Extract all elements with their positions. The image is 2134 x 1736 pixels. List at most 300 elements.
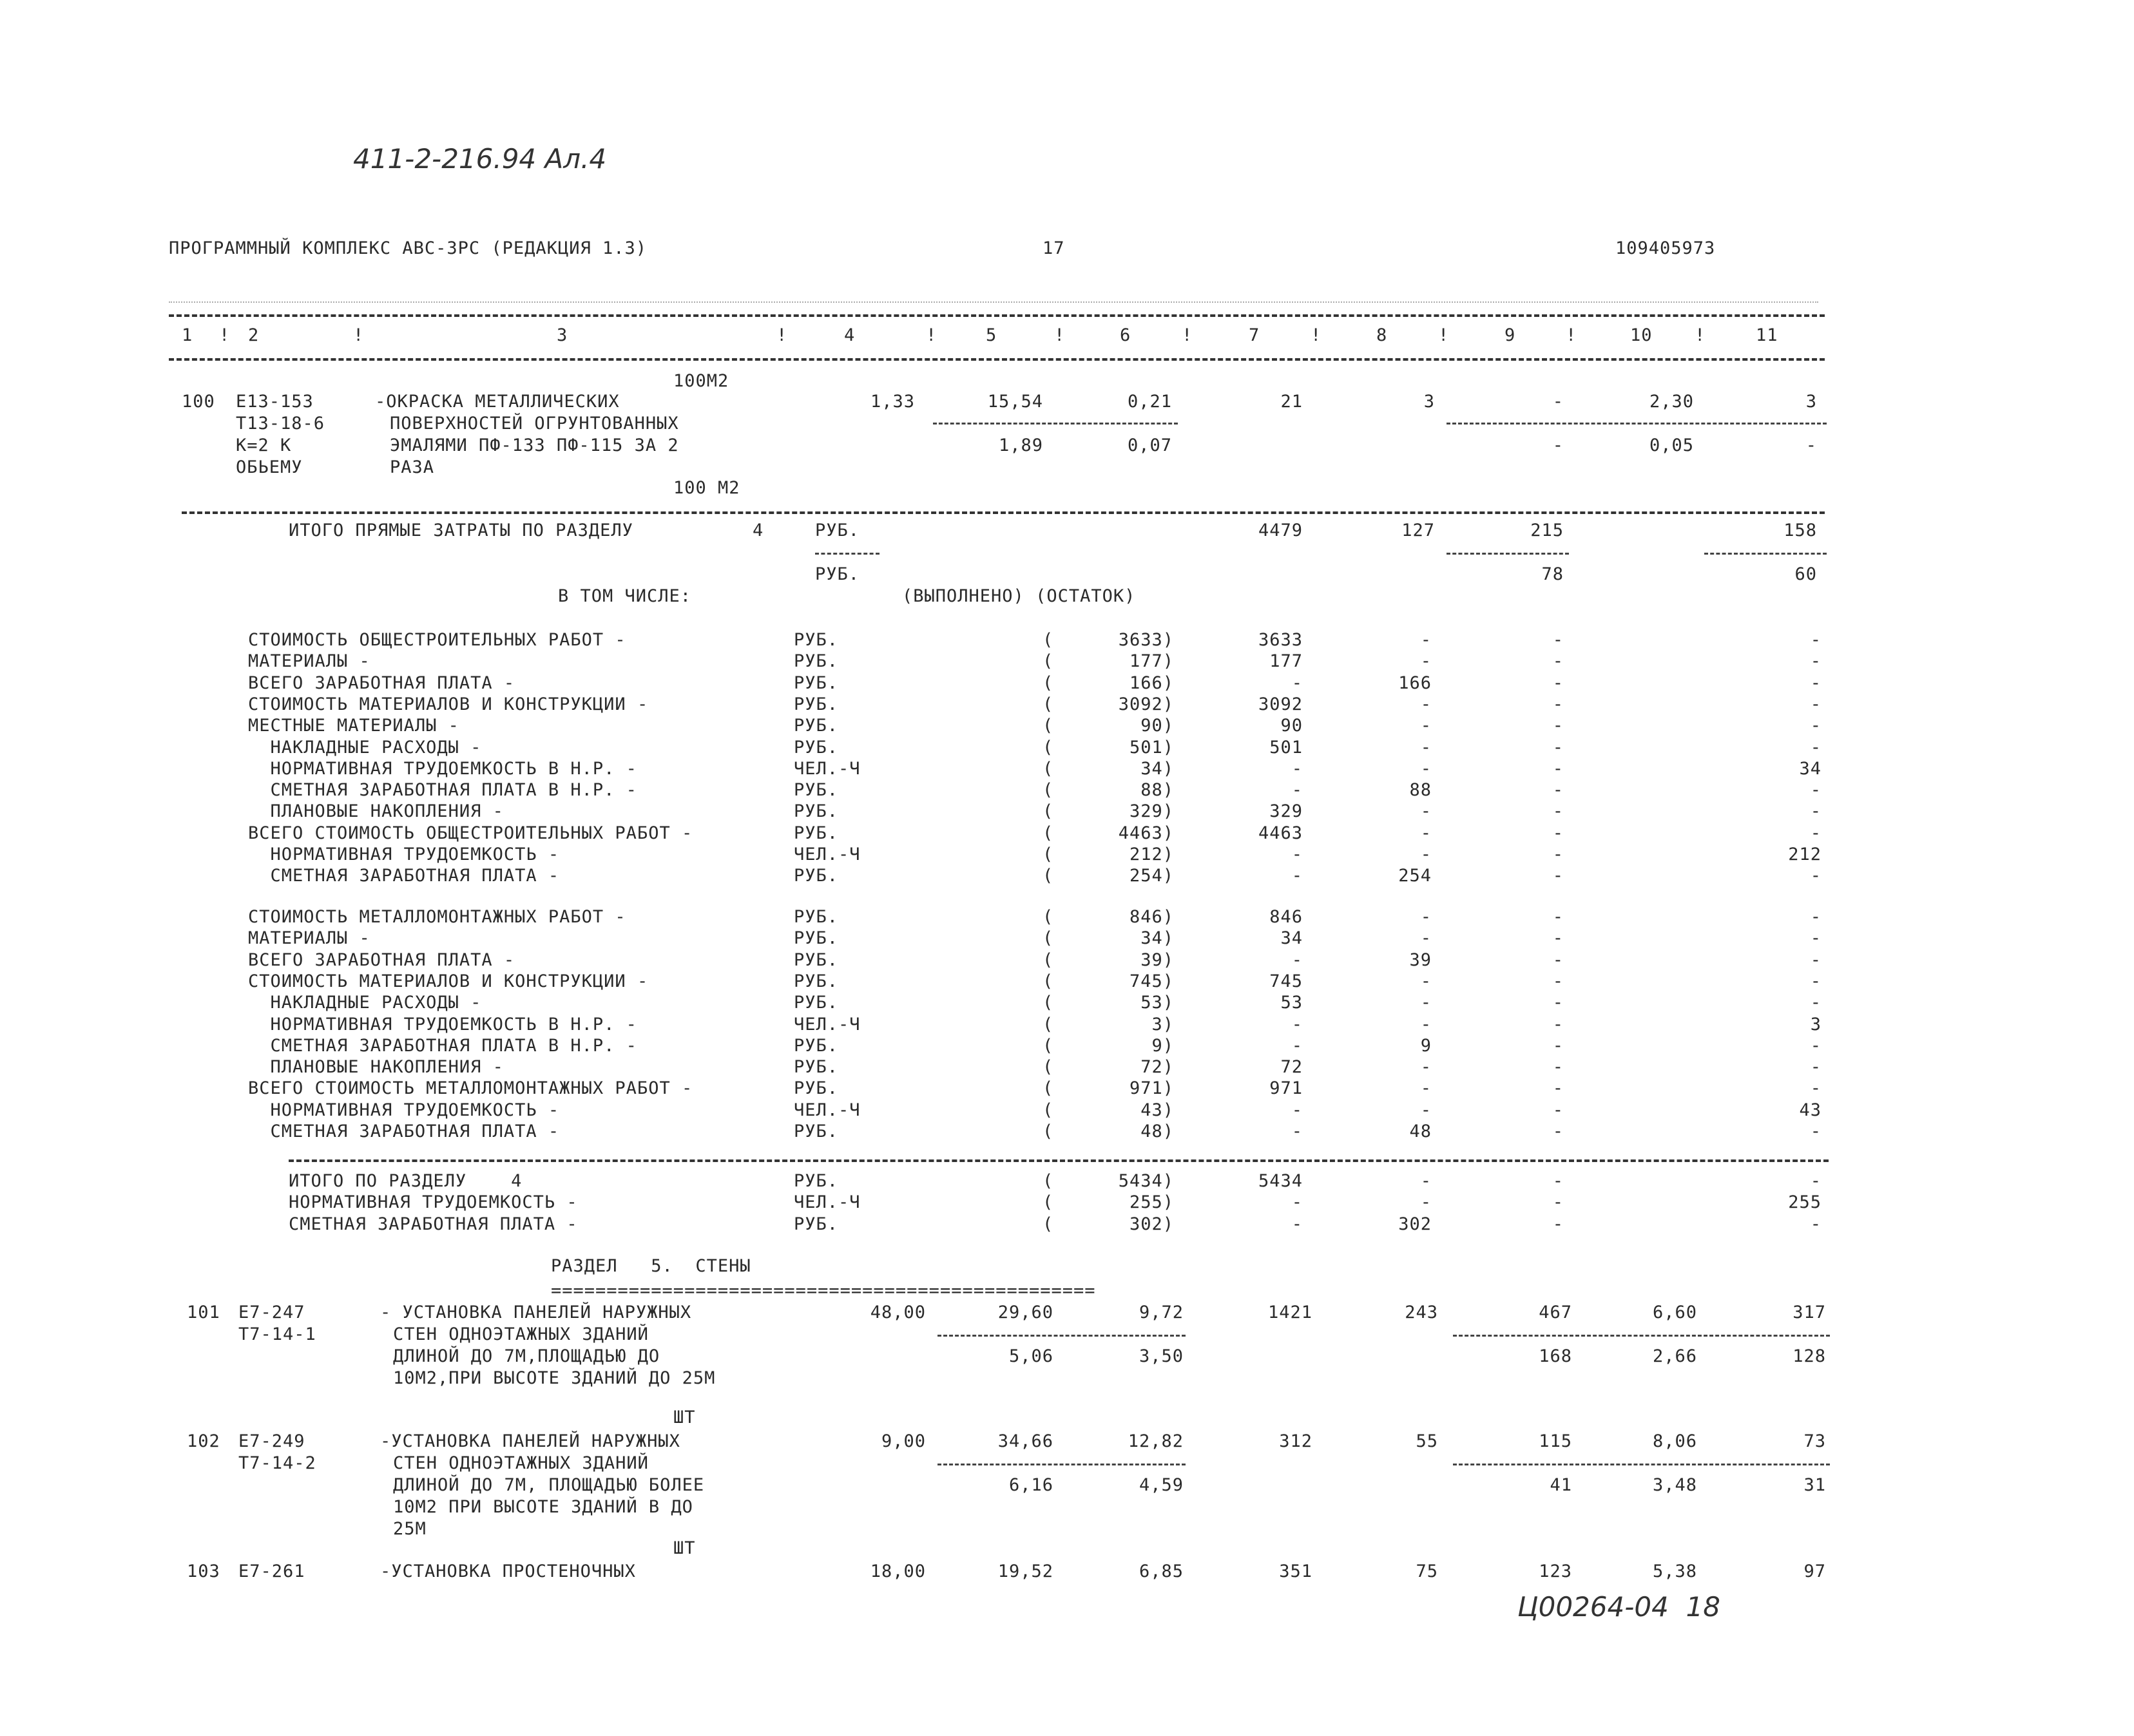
total-wage: - bbox=[1420, 1100, 1432, 1120]
paren-open: ( bbox=[1043, 1121, 1054, 1141]
row-unit: РУБ. bbox=[794, 780, 839, 801]
total-cost: 312 bbox=[1279, 1431, 1312, 1451]
paren-open: ( bbox=[1043, 907, 1054, 927]
sub-rule bbox=[1447, 553, 1569, 555]
total-cost: 1421 bbox=[1267, 1302, 1312, 1322]
col-separator: ! bbox=[1054, 325, 1066, 345]
section-5-underline: ================================================= bbox=[551, 1284, 1096, 1297]
row-label: ВСЕГО СТОИМОСТЬ ОБЩЕСТРОИТЕЛЬНЫХ РАБОТ - bbox=[248, 823, 693, 843]
col-header: 9 bbox=[1504, 325, 1516, 345]
total-wage: - bbox=[1420, 694, 1432, 714]
machine-sub: 41 bbox=[1550, 1475, 1572, 1495]
work-description: ЭМАЛЯМИ ПФ-133 ПФ-115 ЗА 2 bbox=[390, 435, 679, 455]
total-wage: - bbox=[1420, 907, 1432, 927]
labor-total: - bbox=[1810, 801, 1822, 822]
labor-total: - bbox=[1810, 780, 1822, 801]
row-unit: РУБ. bbox=[794, 1171, 839, 1191]
labor-total: - bbox=[1810, 716, 1822, 736]
row-label: ИТОГО ПО РАЗДЕЛУ 4 bbox=[289, 1171, 523, 1191]
total-cost: - bbox=[1291, 1014, 1303, 1035]
unit-cost-sub: 6,16 bbox=[1008, 1475, 1053, 1495]
norm-code: Е7-249 bbox=[238, 1431, 305, 1451]
labor-total: 73 bbox=[1803, 1431, 1826, 1451]
col-header: 4 bbox=[844, 325, 856, 345]
labor-total: 43 bbox=[1799, 1100, 1822, 1120]
sub-rule bbox=[1453, 1335, 1830, 1337]
row-label: СТОИМОСТЬ МЕТАЛЛОМОНТАЖНЫХ РАБОТ - bbox=[248, 907, 626, 927]
labor-total-sub: 31 bbox=[1803, 1475, 1826, 1495]
row-unit: РУБ. bbox=[794, 907, 839, 927]
row-unit: РУБ. bbox=[794, 949, 839, 970]
norm-code: Е13-153 bbox=[236, 392, 314, 412]
machine-cost: - bbox=[1552, 1121, 1564, 1141]
total-cost: 4463 bbox=[1258, 823, 1303, 843]
remaining-value: 302) bbox=[1129, 1214, 1174, 1234]
paren-open: ( bbox=[1043, 1100, 1054, 1120]
total-cost: 745 bbox=[1269, 971, 1303, 991]
machine-cost: - bbox=[1552, 971, 1564, 991]
paren-open: ( bbox=[1043, 672, 1054, 693]
unit-cost: 34,66 bbox=[997, 1431, 1053, 1451]
document-id: 109405973 bbox=[1615, 238, 1716, 258]
machine-cost: - bbox=[1552, 928, 1564, 949]
total-cost: 53 bbox=[1280, 993, 1303, 1013]
col-header: 3 bbox=[557, 325, 568, 345]
row-unit: ЧЕЛ.-Ч bbox=[794, 844, 861, 864]
total-cost: - bbox=[1291, 1214, 1303, 1234]
paren-open: ( bbox=[1043, 1214, 1054, 1234]
paren-open: ( bbox=[1043, 651, 1054, 672]
total-wage: - bbox=[1420, 1171, 1432, 1191]
remaining-value: 34) bbox=[1140, 928, 1174, 949]
remaining-value: 212) bbox=[1129, 844, 1174, 864]
machine-cost: - bbox=[1552, 1014, 1564, 1035]
remaining-value: 971) bbox=[1129, 1078, 1174, 1099]
quantity: 9,00 bbox=[881, 1431, 926, 1451]
row-label: СМЕТНАЯ ЗАРАБОТНАЯ ПЛАТА В Н.Р. - bbox=[248, 780, 637, 801]
remaining-value: 5434) bbox=[1118, 1171, 1174, 1191]
remaining-value: 72) bbox=[1140, 1057, 1174, 1078]
sub-rule bbox=[1447, 423, 1827, 424]
remaining-value: 329) bbox=[1129, 801, 1174, 822]
work-description: - УСТАНОВКА ПАНЕЛЕЙ НАРУЖНЫХ bbox=[380, 1302, 692, 1322]
labor-total: - bbox=[1810, 1078, 1822, 1099]
total-cost: 21 bbox=[1280, 392, 1303, 412]
labor-total-sub: 128 bbox=[1793, 1346, 1826, 1366]
row-unit: РУБ. bbox=[794, 672, 839, 693]
remaining-value: 39) bbox=[1140, 949, 1174, 970]
row-label: МЕСТНЫЕ МАТЕРИАЛЫ - bbox=[248, 716, 459, 736]
labor-total: 255 bbox=[1788, 1192, 1822, 1213]
labor-total: 317 bbox=[1793, 1302, 1826, 1322]
document-code: 411-2-216.94 Ал.4 bbox=[353, 143, 607, 175]
row-unit: РУБ. bbox=[794, 1035, 839, 1056]
row-label: МАТЕРИАЛЫ - bbox=[248, 651, 370, 672]
labor-unit-sub: 0,05 bbox=[1649, 435, 1694, 455]
norm-code: Е7-261 bbox=[238, 1561, 305, 1581]
paren-open: ( bbox=[1043, 801, 1054, 822]
remaining-value: 501) bbox=[1129, 737, 1174, 758]
row-unit: РУБ. bbox=[794, 630, 839, 650]
col-separator: ! bbox=[1311, 325, 1322, 345]
labor-unit: 6,60 bbox=[1652, 1302, 1697, 1322]
paren-open: ( bbox=[1043, 844, 1054, 864]
labor-total-sub: 60 bbox=[1794, 564, 1817, 584]
total-cost: 34 bbox=[1280, 928, 1303, 949]
machine-cost: - bbox=[1552, 823, 1564, 843]
table-top-rule bbox=[169, 314, 1825, 317]
total-cost: 72 bbox=[1280, 1057, 1303, 1078]
row-unit: РУБ. bbox=[794, 716, 839, 736]
total-wage: - bbox=[1420, 651, 1432, 672]
unit-label: 100 М2 bbox=[673, 478, 740, 498]
sub-rule bbox=[937, 1335, 1186, 1337]
row-unit: РУБ. bbox=[794, 823, 839, 843]
row-label: СТОИМОСТЬ ОБЩЕСТРОИТЕЛЬНЫХ РАБОТ - bbox=[248, 630, 626, 650]
labor-total: - bbox=[1810, 971, 1822, 991]
col-separator: ! bbox=[926, 325, 937, 345]
remaining-value: 177) bbox=[1129, 651, 1174, 672]
total-cost: - bbox=[1291, 1192, 1303, 1213]
total-wage: - bbox=[1420, 1057, 1432, 1078]
row-label: ПЛАНОВЫЕ НАКОПЛЕНИЯ - bbox=[248, 1057, 504, 1078]
row-label: СМЕТНАЯ ЗАРАБОТНАЯ ПЛАТА В Н.Р. - bbox=[248, 1035, 637, 1056]
machine-cost: - bbox=[1552, 1171, 1564, 1191]
labor-total: - bbox=[1810, 1057, 1822, 1078]
total-wage: - bbox=[1420, 758, 1432, 779]
machine-cost: - bbox=[1552, 651, 1564, 672]
total-wage: 55 bbox=[1416, 1431, 1438, 1451]
unit-wage: 6,85 bbox=[1139, 1561, 1184, 1581]
total-cost: - bbox=[1291, 844, 1303, 864]
total-wage: - bbox=[1420, 1078, 1432, 1099]
labor-total-sub: - bbox=[1805, 435, 1817, 455]
including-label: В ТОМ ЧИСЛЕ: bbox=[558, 586, 692, 606]
machine-cost: 215 bbox=[1530, 520, 1564, 540]
total-cost: - bbox=[1291, 949, 1303, 970]
machine-cost: - bbox=[1552, 694, 1564, 714]
labor-total: - bbox=[1810, 993, 1822, 1013]
program-title: ПРОГРАММНЫЙ КОМПЛЕКС АВС-3РС (РЕДАКЦИЯ 1.3) bbox=[169, 238, 647, 258]
row-unit: РУБ. bbox=[794, 1121, 839, 1141]
total-cost: 3092 bbox=[1258, 694, 1303, 714]
paren-open: ( bbox=[1043, 949, 1054, 970]
work-description: ДЛИНОЙ ДО 7М, ПЛОЩАДЬЮ БОЛЕЕ bbox=[393, 1475, 705, 1495]
total-wage: 254 bbox=[1398, 866, 1432, 886]
labor-unit-sub: 3,48 bbox=[1652, 1475, 1697, 1495]
unit-label: 100М2 bbox=[673, 371, 729, 391]
total-wage: 39 bbox=[1409, 949, 1432, 970]
row-label: ВСЕГО ЗАРАБОТНАЯ ПЛАТА - bbox=[248, 672, 515, 693]
total-cost: 3633 bbox=[1258, 630, 1303, 650]
col-header: 5 bbox=[986, 325, 997, 345]
total-wage: 302 bbox=[1398, 1214, 1432, 1234]
labor-total: 212 bbox=[1788, 844, 1822, 864]
remaining-value: 745) bbox=[1129, 971, 1174, 991]
labor-total: - bbox=[1810, 672, 1822, 693]
labor-total: 3 bbox=[1805, 392, 1817, 412]
machine-cost: - bbox=[1552, 630, 1564, 650]
faint-dots bbox=[169, 301, 1818, 303]
row-unit: РУБ. bbox=[794, 694, 839, 714]
unit-cost-sub: 5,06 bbox=[1008, 1346, 1053, 1366]
row-unit: РУБ. bbox=[794, 993, 839, 1013]
total-label: ИТОГО ПРЯМЫЕ ЗАТРАТЫ ПО РАЗДЕЛУ bbox=[289, 520, 633, 540]
col-header: 7 bbox=[1249, 325, 1260, 345]
labor-total: 3 bbox=[1810, 1014, 1822, 1035]
col-header: 10 bbox=[1630, 325, 1653, 345]
header-bottom-rule bbox=[169, 358, 1825, 361]
unit: РУБ. bbox=[815, 564, 860, 584]
total-wage: - bbox=[1420, 801, 1432, 822]
row-unit: РУБ. bbox=[794, 801, 839, 822]
total-wage: 48 bbox=[1409, 1121, 1432, 1141]
row-label: НОРМАТИВНАЯ ТРУДОЕМКОСТЬ - bbox=[289, 1192, 578, 1213]
total-cost: - bbox=[1291, 866, 1303, 886]
total-wage: - bbox=[1420, 928, 1432, 949]
total-cost: - bbox=[1291, 780, 1303, 801]
row-label: ВСЕГО ЗАРАБОТНАЯ ПЛАТА - bbox=[248, 949, 515, 970]
remaining-value: 43) bbox=[1140, 1100, 1174, 1120]
sub-rule bbox=[815, 553, 880, 555]
footer-handwritten-code: Ц00264-04 18 bbox=[1517, 1591, 1720, 1623]
labor-total: - bbox=[1810, 1214, 1822, 1234]
col-separator: ! bbox=[353, 325, 365, 345]
row-unit: РУБ. bbox=[794, 1214, 839, 1234]
col-separator: ! bbox=[1566, 325, 1577, 345]
paren-open: ( bbox=[1043, 1057, 1054, 1078]
row-label: СТОИМОСТЬ МАТЕРИАЛОВ И КОНСТРУКЦИИ - bbox=[248, 694, 649, 714]
labor-total: - bbox=[1810, 1121, 1822, 1141]
machine-sub: 168 bbox=[1539, 1346, 1572, 1366]
paren-open: ( bbox=[1043, 1035, 1054, 1056]
unit-cost: 15,54 bbox=[987, 392, 1043, 412]
remaining-value: 4463) bbox=[1118, 823, 1174, 843]
row-unit: РУБ. bbox=[794, 737, 839, 758]
unit-wage-sub: 4,59 bbox=[1139, 1475, 1184, 1495]
row-unit: ЧЕЛ.-Ч bbox=[794, 1192, 861, 1213]
unit: РУБ. bbox=[815, 520, 860, 540]
row-label: НОРМАТИВНАЯ ТРУДОЕМКОСТЬ - bbox=[248, 844, 560, 864]
unit-cost: 29,60 bbox=[997, 1302, 1053, 1322]
row-label: ВСЕГО СТОИМОСТЬ МЕТАЛЛОМОНТАЖНЫХ РАБОТ - bbox=[248, 1078, 693, 1099]
row-label: СМЕТНАЯ ЗАРАБОТНАЯ ПЛАТА - bbox=[248, 866, 560, 886]
row-unit: ЧЕЛ.-Ч bbox=[794, 758, 861, 779]
work-description: -УСТАНОВКА ПАНЕЛЕЙ НАРУЖНЫХ bbox=[380, 1431, 680, 1451]
col-separator: ! bbox=[219, 325, 231, 345]
remaining-value: 166) bbox=[1129, 672, 1174, 693]
labor-unit-sub: 2,66 bbox=[1652, 1346, 1697, 1366]
total-wage: - bbox=[1420, 971, 1432, 991]
total-cost: 846 bbox=[1269, 907, 1303, 927]
item-number: 101 bbox=[187, 1302, 220, 1322]
quantity: 48,00 bbox=[870, 1302, 926, 1322]
remaining-value: 34) bbox=[1140, 758, 1174, 779]
row-label: НОРМАТИВНАЯ ТРУДОЕМКОСТЬ - bbox=[248, 1100, 560, 1120]
row-unit: РУБ. bbox=[794, 1057, 839, 1078]
unit-cost: 19,52 bbox=[997, 1561, 1053, 1581]
row-label: СТОИМОСТЬ МАТЕРИАЛОВ И КОНСТРУКЦИИ - bbox=[248, 971, 649, 991]
paren-open: ( bbox=[1043, 1014, 1054, 1035]
total-wage: 88 bbox=[1409, 780, 1432, 801]
paren-open: ( bbox=[1043, 630, 1054, 650]
paren-open: ( bbox=[1043, 1171, 1054, 1191]
total-cost: - bbox=[1291, 672, 1303, 693]
machine-cost: - bbox=[1552, 392, 1564, 412]
machine-sub: - bbox=[1552, 435, 1564, 455]
remaining-value: 3633) bbox=[1118, 630, 1174, 650]
work-description: СТЕН ОДНОЭТАЖНЫХ ЗДАНИЙ bbox=[393, 1453, 649, 1473]
labor-total: - bbox=[1810, 694, 1822, 714]
paren-open: ( bbox=[1043, 1192, 1054, 1213]
unit-wage: 12,82 bbox=[1128, 1431, 1184, 1451]
total-wage: - bbox=[1420, 993, 1432, 1013]
paren-open: ( bbox=[1043, 758, 1054, 779]
total-cost: 971 bbox=[1269, 1078, 1303, 1099]
col-separator: ! bbox=[1695, 325, 1706, 345]
labor-total: - bbox=[1810, 737, 1822, 758]
norm-code: К=2 К bbox=[236, 435, 292, 455]
col-separator: ! bbox=[776, 325, 788, 345]
norm-code: ОБЬЕМУ bbox=[236, 457, 303, 477]
work-description: -ОКРАСКА МЕТАЛЛИЧЕСКИХ bbox=[375, 392, 620, 412]
row-unit: РУБ. bbox=[794, 1078, 839, 1099]
section-5-title: РАЗДЕЛ 5. СТЕНЫ bbox=[551, 1256, 751, 1276]
col-header: 11 bbox=[1756, 325, 1778, 345]
norm-code: Е7-247 bbox=[238, 1302, 305, 1322]
machine-cost: - bbox=[1552, 716, 1564, 736]
unit-wage-sub: 0,07 bbox=[1127, 435, 1172, 455]
labor-total: - bbox=[1810, 949, 1822, 970]
paren-open: ( bbox=[1043, 737, 1054, 758]
total-cost: 4479 bbox=[1258, 520, 1303, 540]
sub-rule bbox=[1453, 1464, 1830, 1465]
machine-cost: - bbox=[1552, 907, 1564, 927]
item-number: 102 bbox=[187, 1431, 220, 1451]
work-description: 10М2 ПРИ ВЫСОТЕ ЗДАНИЙ В ДО bbox=[393, 1497, 693, 1517]
row-label: МАТЕРИАЛЫ - bbox=[248, 928, 370, 949]
machine-cost: - bbox=[1552, 672, 1564, 693]
sub-rule bbox=[933, 423, 1178, 424]
row-unit: ЧЕЛ.-Ч bbox=[794, 1014, 861, 1035]
work-description: СТЕН ОДНОЭТАЖНЫХ ЗДАНИЙ bbox=[393, 1324, 649, 1344]
machine-cost: 467 bbox=[1539, 1302, 1572, 1322]
total-cost: 329 bbox=[1269, 801, 1303, 822]
paren-open: ( bbox=[1043, 780, 1054, 801]
paren-open: ( bbox=[1043, 1078, 1054, 1099]
total-cost: - bbox=[1291, 1100, 1303, 1120]
work-description: 25М bbox=[393, 1519, 427, 1539]
row-label: НАКЛАДНЫЕ РАСХОДЫ - bbox=[248, 993, 482, 1013]
row-unit: РУБ. bbox=[794, 928, 839, 949]
labor-total: - bbox=[1810, 1035, 1822, 1056]
paren-open: ( bbox=[1043, 971, 1054, 991]
labor-unit: 2,30 bbox=[1649, 392, 1694, 412]
labor-total: - bbox=[1810, 630, 1822, 650]
unit-cost-sub: 1,89 bbox=[998, 435, 1043, 455]
unit-label: ШТ bbox=[673, 1407, 696, 1427]
work-description: -УСТАНОВКА ПРОСТЕНОЧНЫХ bbox=[380, 1561, 636, 1581]
col-header: 8 bbox=[1376, 325, 1388, 345]
done-rest-label: (ВЫПОЛНЕНО) (ОСТАТОК) bbox=[902, 586, 1136, 606]
labor-total: - bbox=[1810, 907, 1822, 927]
remaining-value: 90) bbox=[1140, 716, 1174, 736]
total-wage: 243 bbox=[1405, 1302, 1438, 1322]
row-label: НОРМАТИВНАЯ ТРУДОЕМКОСТЬ В Н.Р. - bbox=[248, 1014, 637, 1035]
paren-open: ( bbox=[1043, 928, 1054, 949]
work-description: ДЛИНОЙ ДО 7М,ПЛОЩАДЬЮ ДО bbox=[393, 1346, 660, 1366]
total-wage: - bbox=[1420, 1192, 1432, 1213]
row-unit: РУБ. bbox=[794, 866, 839, 886]
remaining-value: 53) bbox=[1140, 993, 1174, 1013]
machine-cost: 123 bbox=[1539, 1561, 1572, 1581]
total-wage: 75 bbox=[1416, 1561, 1438, 1581]
machine-cost: - bbox=[1552, 1192, 1564, 1213]
labor-total: - bbox=[1810, 823, 1822, 843]
norm-code: Т7-14-1 bbox=[238, 1324, 316, 1344]
machine-cost: - bbox=[1552, 949, 1564, 970]
machine-cost: - bbox=[1552, 801, 1564, 822]
paren-open: ( bbox=[1043, 694, 1054, 714]
quantity: 1,33 bbox=[870, 392, 915, 412]
machine-cost: - bbox=[1552, 866, 1564, 886]
total-wage: 127 bbox=[1401, 520, 1435, 540]
col-separator: ! bbox=[1182, 325, 1193, 345]
section-total-rule bbox=[289, 1159, 1829, 1162]
norm-code: Т7-14-2 bbox=[238, 1453, 316, 1473]
item-number: 100 bbox=[182, 392, 215, 412]
sub-rule bbox=[1704, 553, 1827, 555]
total-wage: - bbox=[1420, 844, 1432, 864]
work-description: ПОВЕРХНОСТЕЙ ОГРУНТОВАННЫХ bbox=[390, 414, 679, 434]
machine-cost: - bbox=[1552, 1214, 1564, 1234]
remaining-value: 846) bbox=[1129, 907, 1174, 927]
total-cost: - bbox=[1291, 1121, 1303, 1141]
col-header: 1 bbox=[182, 325, 193, 345]
total-wage: 166 bbox=[1398, 672, 1432, 693]
section-number: 4 bbox=[753, 520, 764, 540]
row-unit: РУБ. bbox=[794, 971, 839, 991]
labor-total: 34 bbox=[1799, 758, 1822, 779]
item-number: 103 bbox=[187, 1561, 220, 1581]
quantity: 18,00 bbox=[870, 1561, 926, 1581]
total-wage: - bbox=[1420, 737, 1432, 758]
sub-rule bbox=[937, 1464, 1186, 1465]
labor-total: - bbox=[1810, 1171, 1822, 1191]
total-wage: - bbox=[1420, 716, 1432, 736]
remaining-value: 3) bbox=[1151, 1014, 1174, 1035]
labor-total: 97 bbox=[1803, 1561, 1826, 1581]
paren-open: ( bbox=[1043, 866, 1054, 886]
row-label: СМЕТНАЯ ЗАРАБОТНАЯ ПЛАТА - bbox=[248, 1121, 560, 1141]
remaining-value: 254) bbox=[1129, 866, 1174, 886]
remaining-value: 88) bbox=[1140, 780, 1174, 801]
row-label: СМЕТНАЯ ЗАРАБОТНАЯ ПЛАТА - bbox=[289, 1214, 578, 1234]
machine-cost: - bbox=[1552, 1057, 1564, 1078]
machine-cost: - bbox=[1552, 758, 1564, 779]
page-number: 17 bbox=[1043, 238, 1065, 258]
row-label: ПЛАНОВЫЕ НАКОПЛЕНИЯ - bbox=[248, 801, 504, 822]
work-description: 10М2,ПРИ ВЫСОТЕ ЗДАНИЙ ДО 25М bbox=[393, 1368, 716, 1388]
labor-unit: 5,38 bbox=[1652, 1561, 1697, 1581]
paren-open: ( bbox=[1043, 823, 1054, 843]
paren-open: ( bbox=[1043, 716, 1054, 736]
col-header: 2 bbox=[248, 325, 260, 345]
total-wage: 3 bbox=[1423, 392, 1435, 412]
total-cost: 351 bbox=[1279, 1561, 1312, 1581]
total-cost: 501 bbox=[1269, 737, 1303, 758]
section-rule bbox=[182, 511, 1825, 514]
